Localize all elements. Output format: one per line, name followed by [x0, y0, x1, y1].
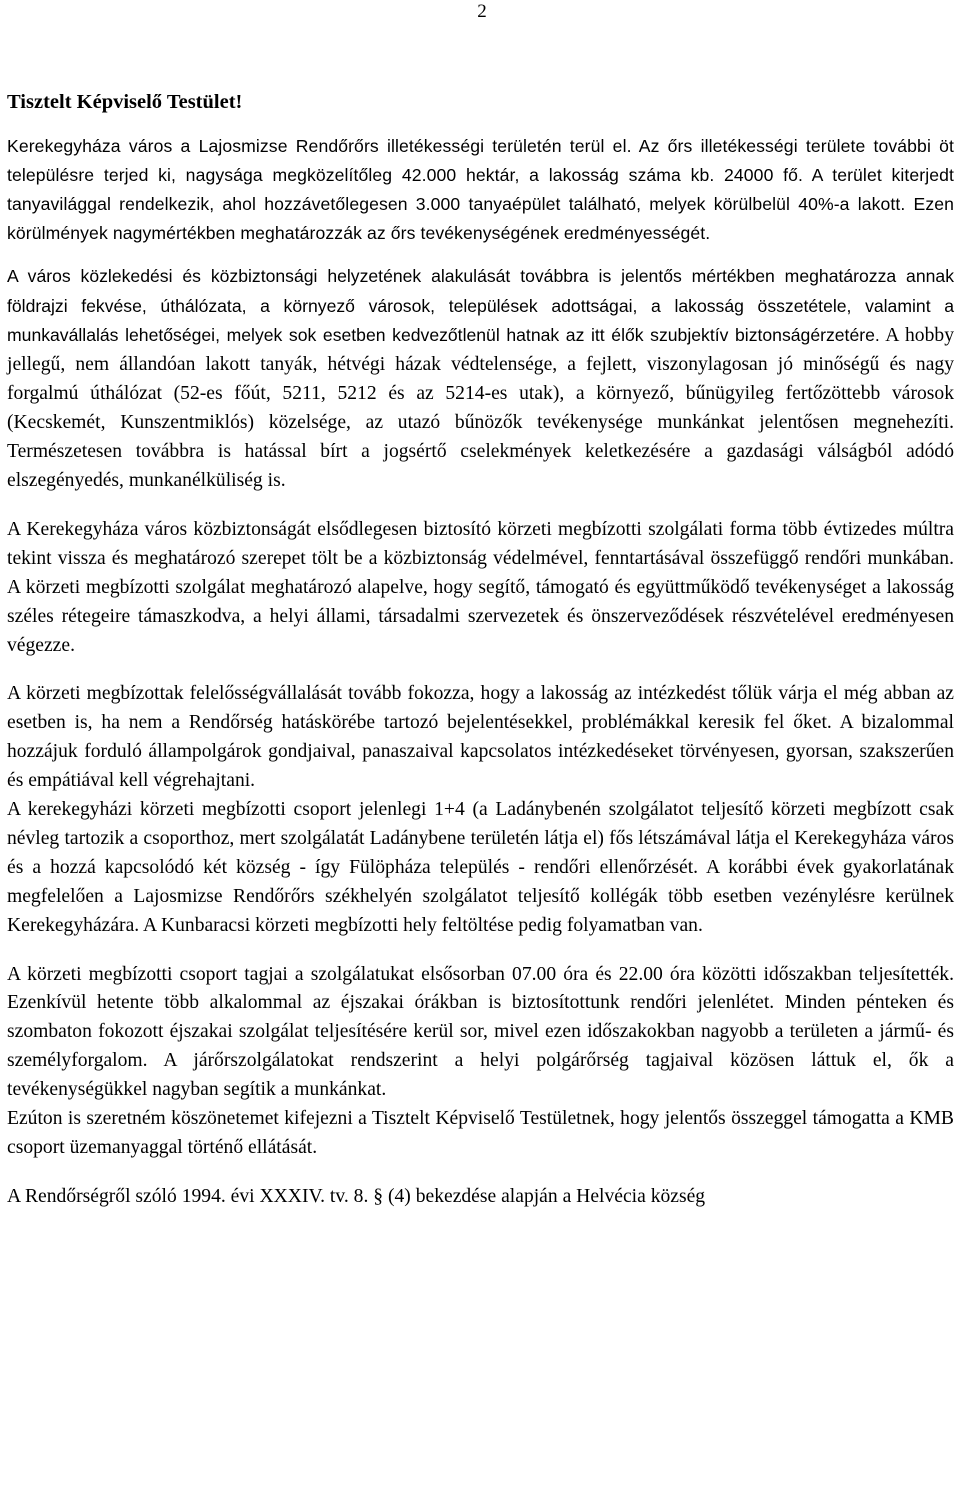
paragraph-public-safety-situation — [7, 262, 954, 496]
paragraph-officer-responsibility: A körzeti megbízottak felelősségvállalását tovább fokozza, hogy a lakosság az intézkedést tőlük várja el még abban az esetben is, ha nem a Rendőrség hatáskörébe tartozó bejelentésekkel, problémákkal keresik fel őket. A bizalommal hozzájuk forduló állampolgárok gondjaival, panaszaival kapcsolatos intézkedéseket törvényesen, gyorsan, szakszerűen és empátiával kell végrehajtani. — [7, 683, 954, 792]
page-number: 2 — [477, 1, 487, 22]
paragraph-area-description: Kerekegyháza város a Lajosmizse Rendőrőrs illetékességi területén terül el. Az őrs illetékességi területe további öt településre terjed ki, nagysága megközelítőleg 42.000 hektár, a lakosság száma kb. 24000 fő. A terület kiterjedt tanyavilággal rendelkezik, ahol hozzávetőlegesen 3.000 tanyaépület található, melyek körülbelül 40%-a lakott. Ezen körülmények nagymértékben meghatározzák az őrs tevékenységének eredményességét. — [7, 136, 954, 243]
police-act-continuation: (4) bekezdése alapján a Helvécia község — [383, 1185, 706, 1207]
paragraph-officer-group: A kerekegyházi körzeti megbízotti csoport jelenlegi 1+4 (a Ladánybenén szolgálatot teljesítő körzeti megbízott csak névleg tartozik a csoporthoz, mert szolgálatát Ladánybene területén látja el) fős létszámával látja el Kerekegyháza város és a hozzá kapcsolódó két község - így Fülöpháza település - rendőri ellenőrzését. A korábbi évek gyakorlatának megfelelően a Lajosmizse Rendőrőrs székhelyén szolgálatot teljesítő kollégák több esetben vezénylésre kerülnek Kerekegyházára. A Kunbaracsi körzeti megbízotti hely feltöltése pedig folyamatban van. — [7, 799, 954, 936]
paragraph-thanks: Ezúton is szeretném köszönetemet kifejezni a Tisztelt Képviselő Testületnek, hogy jelentős összeggel támogatta a KMB csoport üzemanyaggal történő ellátását. — [7, 1108, 954, 1158]
police-act-reference: A Rendőrségről szóló 1994. évi XXXIV. tv. 8. — [7, 1185, 374, 1207]
document-heading: Tisztelt Képviselő Testület! — [7, 91, 243, 113]
paragraph-district-officer-service: A Kerekegyháza város közbiztonságát elsődlegesen biztosító körzeti megbízotti szolgálati forma több évtizedes múltra tekint vissza és meghatározó szerepet tölt be a közbiztonság védelmével, fenntartásával összefüggő rendőri munkában. A körzeti megbízotti szolgálat meghatározó alapelve, hogy segítő, támogató és együttműködő tevékenységet a lakosság széles rétegeire támaszkodva, a helyi állami, társadalmi szervezetek és önszerveződések részvételével eredményesen végezze. — [7, 518, 954, 656]
paragraph-police-act — [7, 1183, 954, 1212]
section-sign: § — [373, 1185, 384, 1207]
paragraph-public-safety-detail: A hobby jellegű, nem állandóan lakott tanyák, hétvégi házak védtelensége, a fejlett, viszonylagosan jó minőségű és nagy forgalmú úthálózat (52-es főút, 5211, 5212 és az 5214-es utak), a környező, bűnügyileg fertőzöttebb városok (Kecskemét, Kunszentmiklós) közelsége, az utazó bűnözők tevékenysége munkánkat jelentősen megnehezíti. Természetesen továbbra is hatással bírt a jogsértő cselekmények keletkezésére a gazdasági válságból adódó elszegényedés, munkanélküliség is. — [7, 325, 954, 491]
document-body — [7, 88, 954, 1212]
paragraph-service-hours: A körzeti megbízotti csoport tagjai a szolgálatukat elsősorban 07.00 óra és 22.00 óra közötti időszakban teljesítették. Ezenkívül hetente több alkalommal az éjszakai órákban is biztosítottunk rendőri jelenlétet. Minden pénteken és szombaton fokozott éjszakai szolgálat teljesítésére kerül sor, mivel ezen időszakokban nagyobb a területen a jármű- és személyforgalom. A járőrszolgálatokat rendszerint a helyi polgárőrség tagjaival közösen láttuk el, ők a tevékenységükkel nagyban segítik a munkánkat. — [7, 963, 954, 1101]
paragraph-public-safety-intro: A város közlekedési és közbiztonsági helyzetének alakulását továbbra is jelentős mértékben meghatározza annak földrajzi fekvése, úthálózata, a környező városok, települések adottságai, a lakosság összetétele, valamint a munkavállalás lehetőségei, melyek sok esetben kedvezőtlenül hatnak az itt élők szubjektív biztonságérzetére. — [7, 265, 954, 346]
